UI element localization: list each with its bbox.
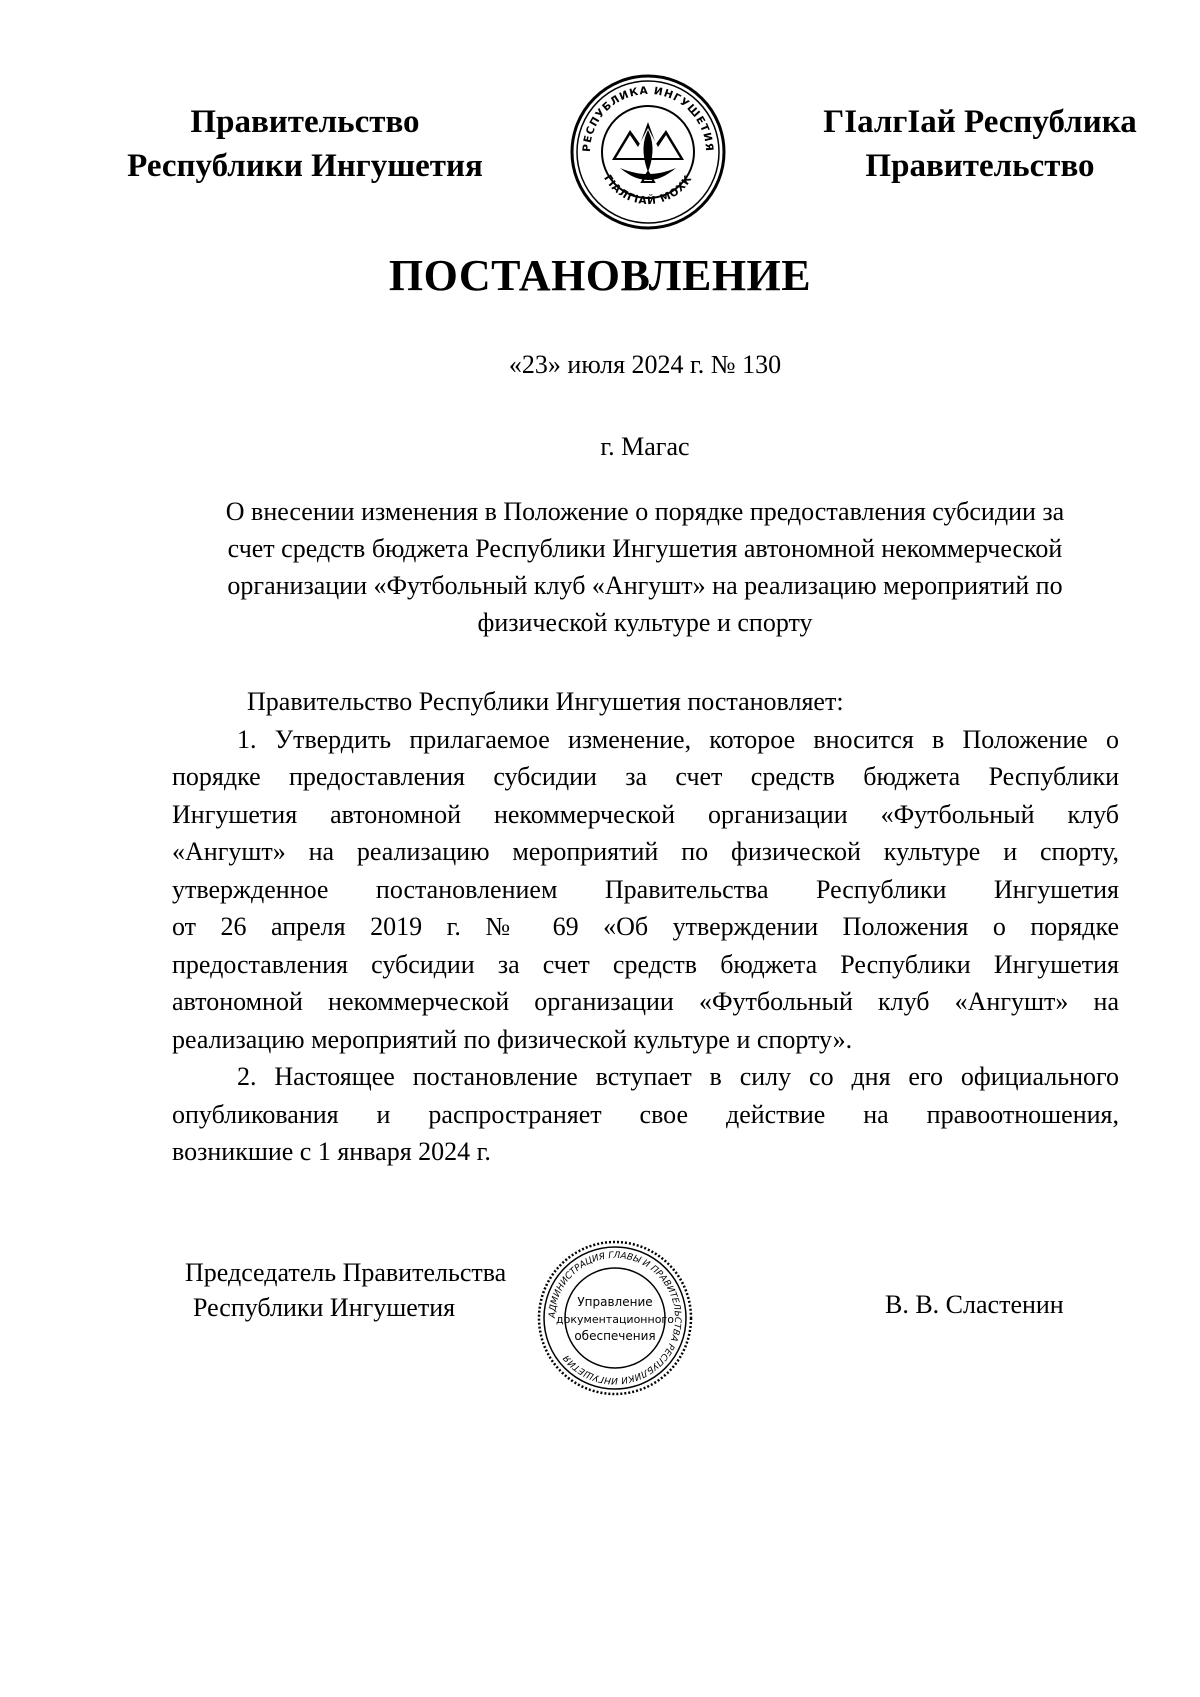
body-line: автономной некоммерческой организации «Футбольный клуб «Ангушт» на [172,987,1119,1016]
title-line: О внесении изменения в Положение о порядке предоставления субсидии за [225,497,1065,526]
document-body [172,683,1119,1171]
body-line: Ингушетия автономной некоммерческой организации «Футбольный клуб [172,799,1119,829]
document-type: ПОСТАНОВЛЕНИЕ [388,251,812,300]
signatory-position [185,1255,506,1325]
body-line: реализацию мероприятий по физической культуре и спорту». [172,1024,853,1054]
emblem-ring-bottom: ГIАЛГIАЙ МОХК [601,172,695,208]
body-item-2 [172,1058,1119,1171]
stamp-ring-text: АДМИНИСТРАЦИЯ ГЛАВЫ И ПРАВИТЕЛЬСТВА РЕСПУБЛИКИ ИНГУШЕТИЯ [547,1250,683,1386]
body-line: 2. Настоящее постановление вступает в силу со дня его официального [237,1062,1119,1091]
header-right-line-1: ГIалгIай Республика [823,104,1137,140]
body-line: «Ангушт» на реализацию мероприятий по физической культуре и спорту, [172,837,1119,866]
official-stamp-icon [535,1238,695,1398]
header-right-line-2: Правительство [865,148,1095,184]
body-item-1 [172,721,1119,1059]
header-left-line-2: Республики Ингушетия [127,148,483,184]
body-line: порядке предоставления субсидии за счет средств бюджета Республики [172,762,1119,791]
signatory-name: В. В. Сластенин [885,1290,1064,1319]
title-line: организации «Футбольный клуб «Ангушт» на реализацию мероприятий по [227,571,1063,600]
title-line: физической культуре и спорту [477,608,813,637]
signatory-position-line-1: Председатель Правительства [185,1258,507,1287]
header-left-line-1: Правительство [190,104,420,140]
stamp-center-line: Управление [577,1295,653,1309]
stamp-center-line: обеспечения [574,1329,656,1343]
stamp-center-line: документационного [556,1313,674,1326]
body-line: утвержденное постановлением Правительства Республики Ингушетия [172,874,1119,904]
document-city: г. Магас [600,432,690,461]
republic-emblem-icon [568,72,728,232]
document-date-number: «23» июля 2024 г. № 130 [508,350,782,379]
emblem-ring-top: РЕСПУБЛИКА ИНГУШЕТИЯ [580,84,716,153]
body-line: возникшие с 1 января 2024 г. [172,1137,491,1166]
body-lead: Правительство Республики Ингушетия постановляет: [247,687,844,716]
body-line: опубликования и распространяет свое действие на правоотношения, [172,1099,1119,1129]
header-left-title [105,100,505,188]
body-line: 1. Утвердить прилагаемое изменение, которое вносится в Положение о [237,724,1119,754]
title-line: счет средств бюджета Республики Ингушетия автономной некоммерческой [227,534,1063,563]
signatory-position-line-2: Республики Ингушетия [193,1293,456,1322]
header-right-title [795,100,1165,188]
body-line: от 26 апреля 2019 г. № 69 «Об утверждении Положения о порядке [172,912,1119,941]
body-line: предоставления субсидии за счет средств бюджета Республики Ингушетия [172,949,1119,979]
document-title [168,493,1122,641]
